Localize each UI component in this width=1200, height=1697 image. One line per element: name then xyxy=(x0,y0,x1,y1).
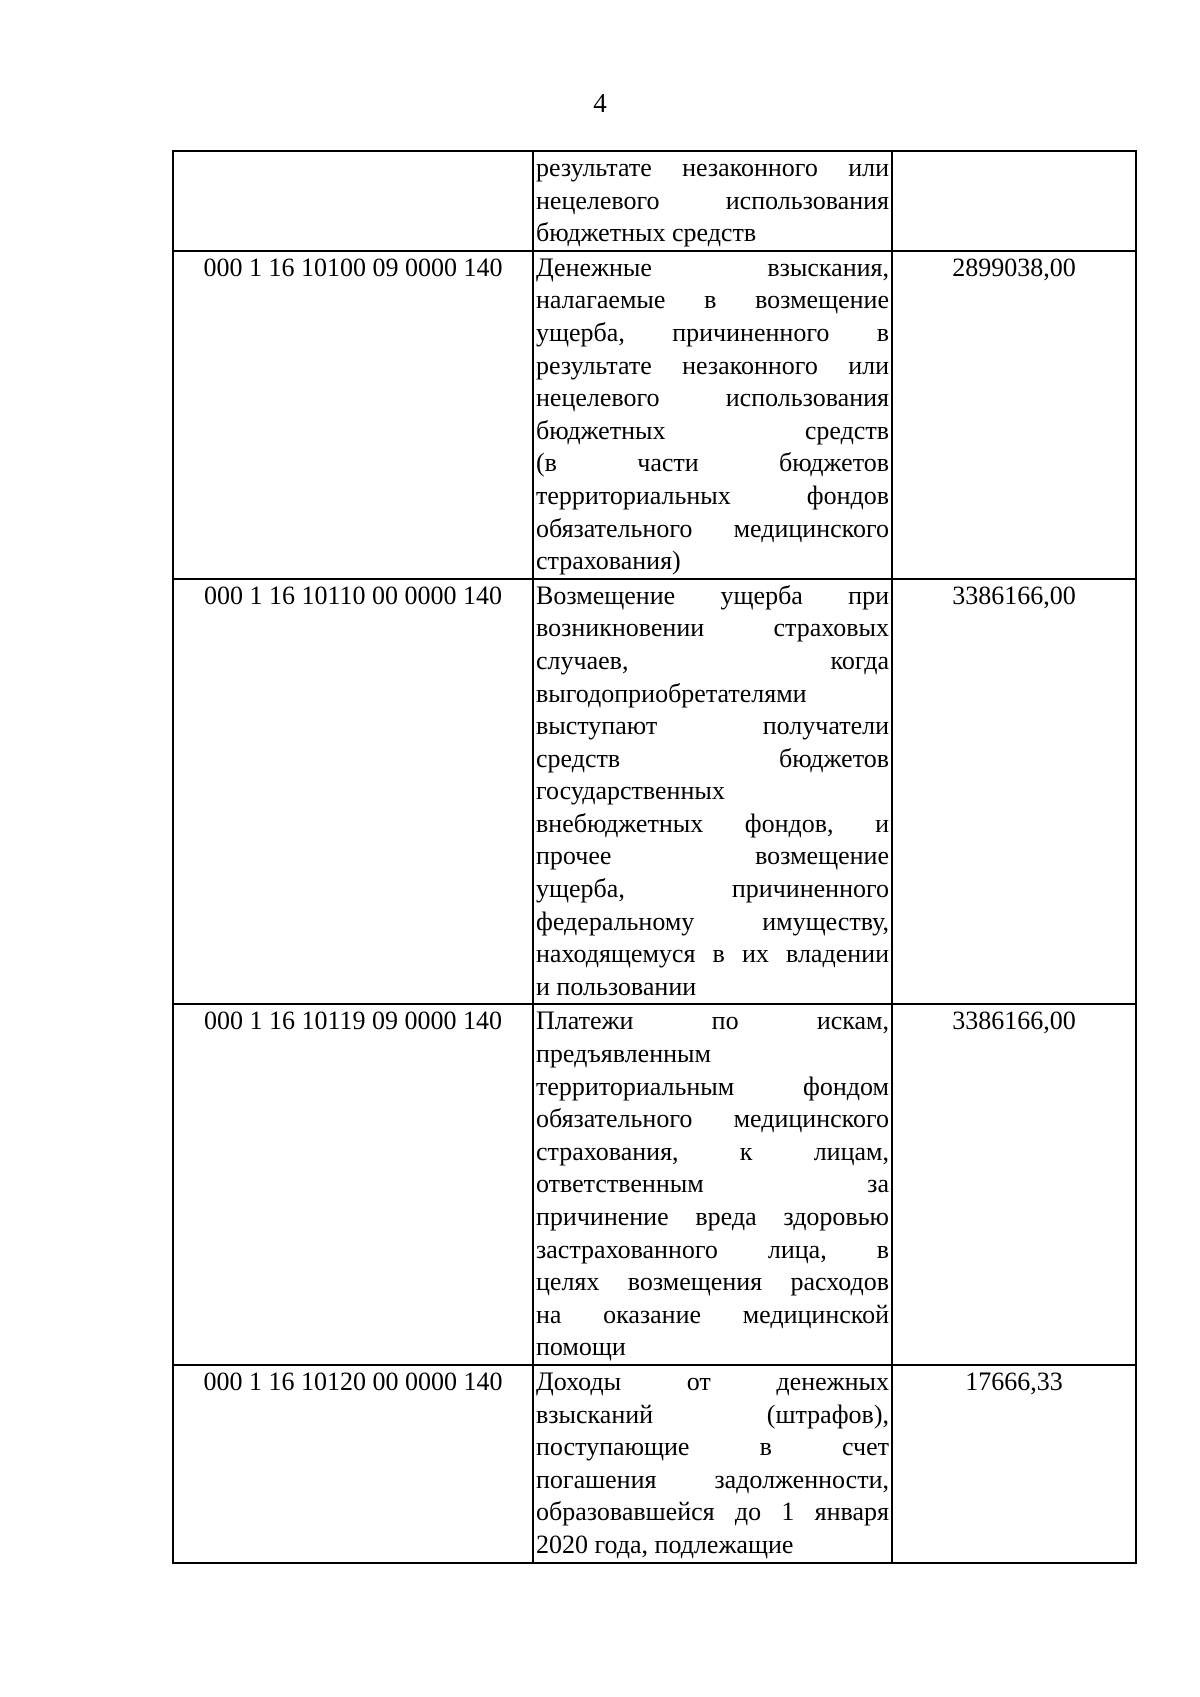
revenue-name-line: бюджетных средств xyxy=(536,218,757,248)
revenue-name-line: Платежи по искам, xyxy=(536,1006,889,1036)
revenue-name-cell xyxy=(533,579,892,1005)
revenue-name-line: бюджетных средств xyxy=(536,415,889,445)
table-row xyxy=(173,151,1136,251)
revenue-name-line: находящемуся в их владении xyxy=(536,939,889,969)
revenue-name-line: налагаемые в возмещение xyxy=(536,285,889,315)
revenue-name-line: Денежные взыскания, xyxy=(536,252,889,282)
revenue-name-line: внебюджетных фондов, и xyxy=(536,808,889,838)
revenue-name-line: средств бюджетов xyxy=(536,743,889,773)
revenue-name-line: целях возмещения расходов xyxy=(536,1267,889,1297)
revenue-name-line: выгодоприобретателями xyxy=(536,678,807,708)
revenue-name-line: Возмещение ущерба при xyxy=(536,580,889,610)
revenue-name-line: Доходы от денежных xyxy=(536,1366,889,1396)
revenue-name-line: результате незаконного или xyxy=(536,350,889,380)
revenue-name-line: обязательного медицинского xyxy=(536,1104,889,1134)
revenue-name-line: страхования, к лицам, xyxy=(536,1136,889,1166)
revenue-name-line: застрахованного лица, в xyxy=(536,1234,889,1264)
revenue-name-line: причинение вреда здоровью xyxy=(536,1202,889,1231)
revenue-name-line: 2020 года, подлежащие xyxy=(536,1529,794,1559)
revenue-name-line: прочее возмещение xyxy=(536,841,889,871)
revenue-name-line: и пользовании xyxy=(536,971,697,1001)
revenue-name-line: взысканий (штрафов), xyxy=(536,1399,889,1429)
revenue-name-line: образовавшейся до 1 января xyxy=(536,1497,889,1527)
revenue-name-line: территориальным фондом xyxy=(536,1071,889,1101)
revenue-name-line: на оказание медицинской xyxy=(536,1299,889,1329)
amount-cell: 2899038,00 xyxy=(892,251,1136,579)
table-row xyxy=(173,579,1136,1005)
budget-code-cell xyxy=(173,151,533,251)
revenue-name-line: возникновении страховых xyxy=(536,613,889,643)
page-number: 4 xyxy=(593,88,607,118)
revenue-name-line: помощи xyxy=(536,1332,626,1362)
revenue-name-line: федеральному имуществу, xyxy=(536,906,889,936)
revenue-name-line: ущерба, причиненного xyxy=(536,874,889,904)
budget-revenue-table xyxy=(172,150,1137,1564)
amount-cell xyxy=(892,151,1136,251)
table-row xyxy=(173,1365,1136,1563)
revenue-name-line: погашения задолженности, xyxy=(536,1464,889,1494)
revenue-name-line: ответственным за xyxy=(536,1169,889,1199)
revenue-name-cell xyxy=(533,251,892,579)
budget-code-cell: 000 1 16 10100 09 0000 140 xyxy=(173,251,533,579)
budget-code-cell: 000 1 16 10119 09 0000 140 xyxy=(173,1004,533,1365)
amount-cell: 17666,33 xyxy=(892,1365,1136,1563)
revenue-name-line: территориальных фондов xyxy=(536,480,889,510)
revenue-name-cell xyxy=(533,1004,892,1365)
amount-cell: 3386166,00 xyxy=(892,579,1136,1005)
revenue-name-line: случаев, когда xyxy=(536,645,889,675)
revenue-name-line: выступают получатели xyxy=(536,711,889,741)
revenue-name-line: государственных xyxy=(536,776,725,806)
budget-code-cell: 000 1 16 10120 00 0000 140 xyxy=(173,1365,533,1563)
revenue-name-line: страхования) xyxy=(536,546,681,576)
revenue-name-line: (в части бюджетов xyxy=(536,448,889,478)
revenue-name-line: поступающие в счет xyxy=(536,1432,889,1462)
table-body xyxy=(173,151,1136,1563)
revenue-name-line: нецелевого использования xyxy=(536,383,889,413)
amount-cell: 3386166,00 xyxy=(892,1004,1136,1365)
revenue-name-line: нецелевого использования xyxy=(536,185,889,215)
revenue-name-cell xyxy=(533,151,892,251)
revenue-name-line: обязательного медицинского xyxy=(536,513,889,543)
revenue-name-line: ущерба, причиненного в xyxy=(536,317,889,347)
table-row xyxy=(173,1004,1136,1365)
revenue-name-line: предъявленным xyxy=(536,1039,711,1069)
table-row xyxy=(173,251,1136,579)
revenue-name-cell xyxy=(533,1365,892,1563)
budget-code-cell: 000 1 16 10110 00 0000 140 xyxy=(173,579,533,1005)
revenue-name-line: результате незаконного или xyxy=(536,153,889,182)
